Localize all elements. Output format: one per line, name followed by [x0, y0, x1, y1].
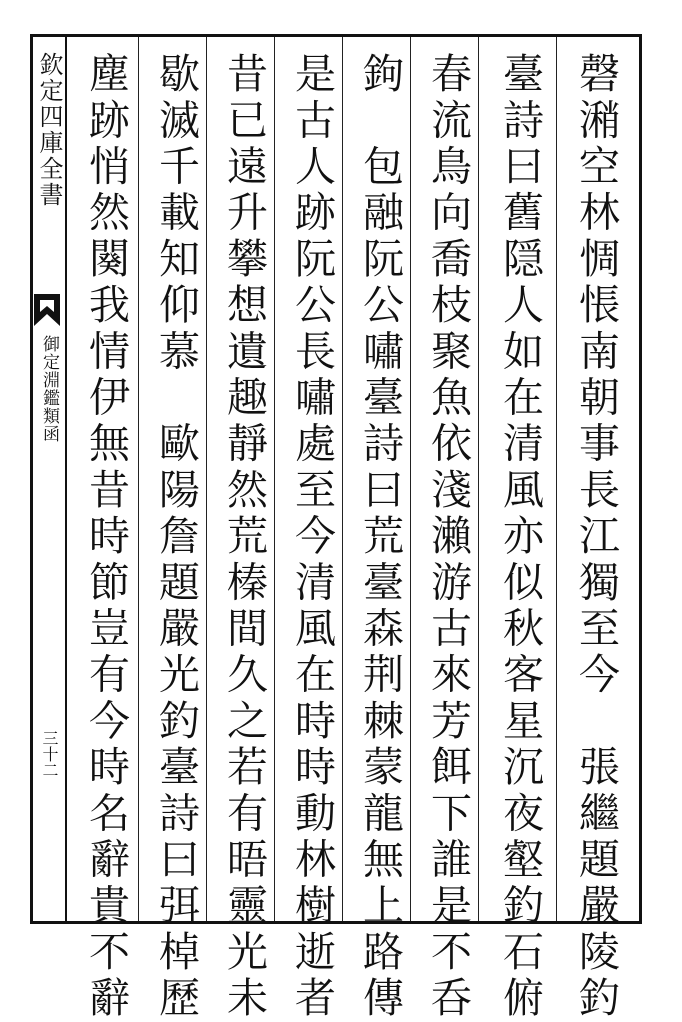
text-column-7: 歇滅千載知仰慕 歐陽詹題嚴光釣臺詩曰弭棹歷	[152, 52, 200, 1022]
text-column-5: 是古人跡阮公長嘯處至今清風在時時動林樹逝者	[288, 52, 336, 1022]
column-rule	[138, 37, 139, 921]
column-rule	[274, 37, 275, 921]
text-column-6: 昔已遠升攀想遺趣靜然荒榛間久之若有晤靈光未	[220, 52, 268, 1022]
fish-tail-mark-icon	[32, 290, 62, 330]
text-column-4: 鉤 包融阮公嘯臺詩曰荒臺森荆棘蒙龍無上路傳	[356, 52, 404, 1022]
margin-divider	[65, 34, 67, 924]
text-column-2: 臺詩曰舊隠人如在清風亦似秋客星沉夜壑釣石俯	[496, 52, 544, 1022]
column-rule	[556, 37, 557, 921]
column-rule	[206, 37, 207, 921]
column-rule	[410, 37, 411, 921]
book-title: 欽定四庫全書	[35, 52, 63, 208]
volume-title: 御定淵鑑類函	[39, 335, 59, 443]
page-number: 三十二	[40, 730, 59, 778]
text-column-3: 春流鳥向喬枝聚魚依淺瀨游古來芳餌下誰是不呑	[424, 52, 472, 1022]
column-rule	[478, 37, 479, 921]
column-rule	[342, 37, 343, 921]
text-column-8: 塵跡悄然闋我情伊無昔時節豈有今時名辭貴不辭	[82, 52, 130, 1022]
text-column-1: 磬潲空林惆悵南朝事長江獨至今 張繼題嚴陵釣	[572, 52, 620, 1022]
